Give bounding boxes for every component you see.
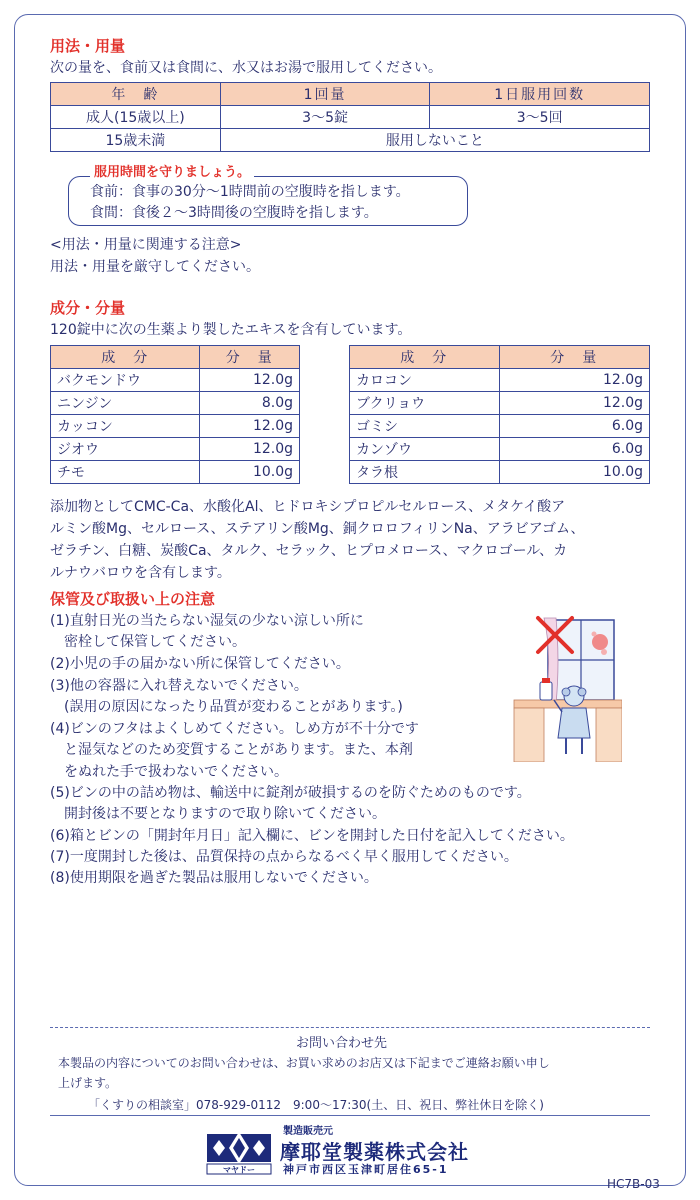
contact-bottom-divider bbox=[50, 1115, 650, 1116]
header-amount: 分 量 bbox=[499, 346, 649, 369]
storage-item: (誤用の原因になったり品質が変わることがあります。) bbox=[50, 699, 403, 715]
manufacturer-name: 摩耶堂製薬株式会社 bbox=[280, 1140, 469, 1164]
storage-item: をぬれた手で扱わないでください。 bbox=[50, 764, 288, 780]
table-header-row bbox=[51, 346, 300, 369]
table-row bbox=[350, 415, 650, 438]
additives-line-3: ゼラチン、白糖、炭酸Ca、タルク、セラック、ヒプロメロース、マクロゴール、カ bbox=[50, 543, 568, 559]
ingredients-table-right bbox=[349, 345, 650, 484]
contact-text-line-2: 上げます。 bbox=[58, 1076, 118, 1090]
ingredient-amount: 12.0g bbox=[200, 415, 300, 438]
dosage-caution-title: <用法・用量に関連する注意> bbox=[50, 237, 242, 253]
storage-item: (1)直射日光の当たらない湿気の少ない涼しい所に bbox=[50, 613, 364, 629]
additives-line-2: ルミン酸Mg、セルロース、ステアリン酸Mg、銅クロロフィリンNa、アラビアゴム、 bbox=[50, 521, 585, 537]
storage-heading: 保管及び取扱い上の注意 bbox=[50, 590, 216, 608]
header-frequency: 1日服用回数 bbox=[430, 83, 650, 106]
dosage-caution-text: 用法・用量を厳守してください。 bbox=[50, 259, 260, 275]
product-code: HC7B-03 bbox=[607, 1177, 660, 1191]
ingredients-heading: 成分・分量 bbox=[50, 299, 126, 317]
contact-title: お問い合わせ先 bbox=[296, 1036, 388, 1051]
logo-text: マヤドー bbox=[223, 1165, 255, 1175]
timing-between-meals: 食間：食後２～3時間後の空腹時を指します。 bbox=[90, 205, 378, 221]
storage-item: と湿気などのため変質することがあります。また、本剤 bbox=[50, 742, 413, 758]
table-row bbox=[51, 106, 650, 129]
dosage-heading: 用法・用量 bbox=[50, 37, 126, 55]
table-row bbox=[350, 438, 650, 461]
header-dose: 1回量 bbox=[220, 83, 430, 106]
ingredients-intro: 120錠中に次の生薬より製したエキスを含有しています。 bbox=[50, 322, 412, 338]
ingredient-name: ゴミシ bbox=[350, 415, 500, 438]
cell-dose-adult: 3～5錠 bbox=[220, 106, 430, 129]
storage-item: (3)他の容器に入れ替えないでください。 bbox=[50, 678, 308, 694]
ingredient-amount: 6.0g bbox=[499, 438, 649, 461]
additives-line-1: 添加物としてCMC-Ca、水酸化Al、ヒドロキシプロピルセルロース、メタケイ酸ア bbox=[50, 499, 566, 515]
ingredient-name: カンゾウ bbox=[350, 438, 500, 461]
table-row bbox=[51, 392, 300, 415]
storage-item: (2)小児の手の届かない所に保管してください。 bbox=[50, 656, 350, 672]
header-ingredient: 成 分 bbox=[350, 346, 500, 369]
cell-child-instruction: 服用しないこと bbox=[220, 129, 649, 152]
table-header-row bbox=[350, 346, 650, 369]
timing-note-title: 服用時間を守りましょう。 bbox=[90, 164, 254, 182]
ingredient-name: チモ bbox=[51, 461, 200, 484]
cell-age-adult: 成人(15歳以上) bbox=[51, 106, 221, 129]
manufacturer-label: 製造販売元 bbox=[283, 1126, 333, 1137]
dosage-table bbox=[50, 82, 650, 152]
header-ingredient: 成 分 bbox=[51, 346, 200, 369]
manufacturer-address: 神戸市西区玉津町居住65-1 bbox=[283, 1163, 449, 1176]
ingredient-amount: 10.0g bbox=[499, 461, 649, 484]
storage-item: (8)使用期限を過ぎた製品は服用しないでください。 bbox=[50, 870, 378, 886]
cell-age-child: 15歳未満 bbox=[51, 129, 221, 152]
ingredients-table-left bbox=[50, 345, 300, 484]
storage-item: (4)ビンのフタはよくしめてください。しめ方が不十分です bbox=[50, 721, 419, 737]
table-row bbox=[51, 415, 300, 438]
table-row bbox=[51, 369, 300, 392]
additives-line-4: ルナウバロウを含有します。 bbox=[50, 565, 231, 581]
ingredient-name: ブクリョウ bbox=[350, 392, 500, 415]
ingredient-amount: 12.0g bbox=[200, 369, 300, 392]
storage-item: 開封後は不要となりますので取り除いてください。 bbox=[50, 806, 386, 822]
storage-item: (7)一度開封した後は、品質保持の点からなるべく早く服用してください。 bbox=[50, 849, 518, 865]
storage-warning-illustration-icon bbox=[500, 612, 622, 762]
storage-item: (6)箱とビンの「開封年月日」記入欄に、ビンを開封した日付を記入してください。 bbox=[50, 828, 574, 844]
ingredient-amount: 12.0g bbox=[499, 369, 649, 392]
table-header-row bbox=[51, 83, 650, 106]
contact-phone-line: 「くすりの相談室」078-929-0112 9:00～17:30(土、日、祝日、弊社休日を除く) bbox=[88, 1098, 544, 1112]
contact-text-line-1: 本製品の内容についてのお問い合わせは、お買い求めのお店又は下記までご連絡お願い申し bbox=[58, 1056, 550, 1070]
ingredient-name: カロコン bbox=[350, 369, 500, 392]
table-row bbox=[350, 369, 650, 392]
table-row bbox=[51, 438, 300, 461]
ingredient-amount: 12.0g bbox=[499, 392, 649, 415]
header-age: 年 齢 bbox=[51, 83, 221, 106]
table-row bbox=[51, 129, 650, 152]
ingredient-name: バクモンドウ bbox=[51, 369, 200, 392]
ingredient-amount: 6.0g bbox=[499, 415, 649, 438]
ingredient-name: タラ根 bbox=[350, 461, 500, 484]
contact-top-divider bbox=[50, 1027, 650, 1028]
dosage-intro: 次の量を、食前又は食間に、水又はお湯で服用してください。 bbox=[50, 60, 442, 76]
ingredient-amount: 8.0g bbox=[200, 392, 300, 415]
ingredient-name: ニンジン bbox=[51, 392, 200, 415]
ingredient-amount: 10.0g bbox=[200, 461, 300, 484]
ingredient-amount: 12.0g bbox=[200, 438, 300, 461]
cell-frequency-adult: 3～5回 bbox=[430, 106, 650, 129]
ingredient-name: ジオウ bbox=[51, 438, 200, 461]
table-row bbox=[51, 461, 300, 484]
header-amount: 分 量 bbox=[200, 346, 300, 369]
table-row bbox=[350, 461, 650, 484]
timing-before-meal: 食前：食事の30分～1時間前の空腹時を指します。 bbox=[90, 184, 410, 200]
company-logo-icon bbox=[205, 1128, 273, 1176]
table-row bbox=[350, 392, 650, 415]
storage-item: (5)ビンの中の詰め物は、輸送中に錠剤が破損するのを防ぐためのものです。 bbox=[50, 785, 531, 801]
ingredient-name: カッコン bbox=[51, 415, 200, 438]
storage-item: 密栓して保管してください。 bbox=[50, 634, 246, 650]
